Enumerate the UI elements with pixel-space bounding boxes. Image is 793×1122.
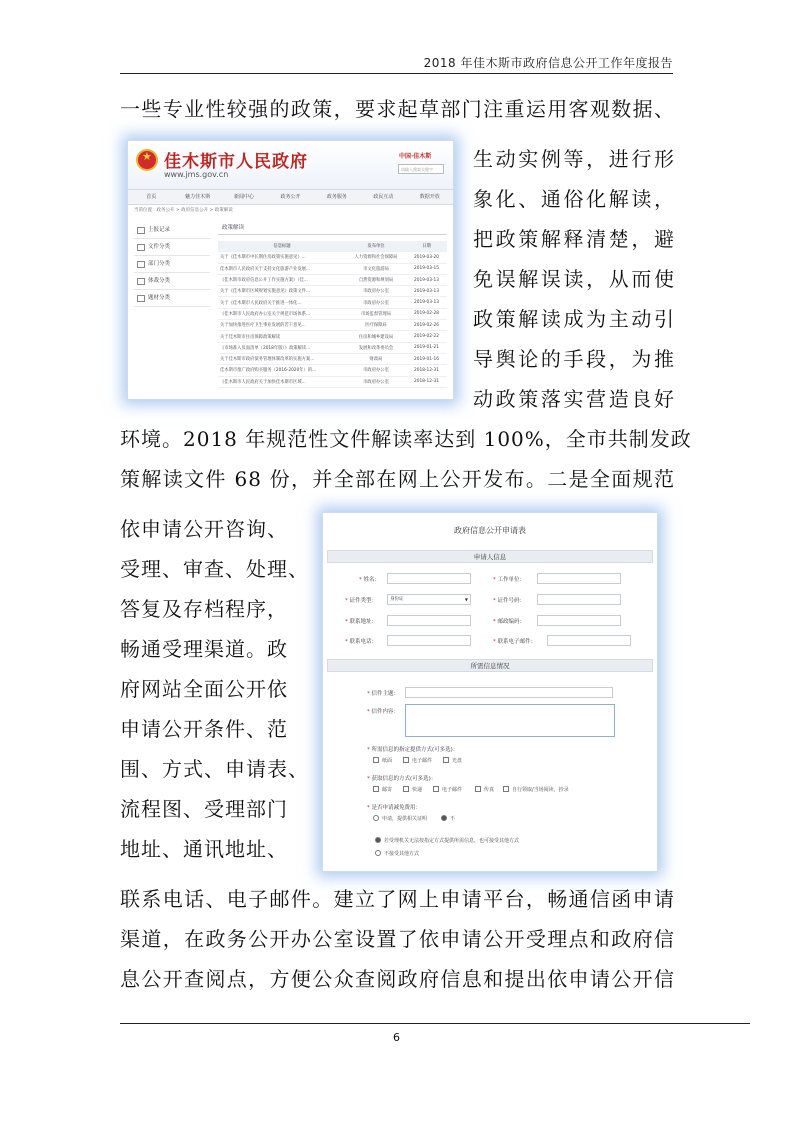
table-row xyxy=(218,297,447,308)
checkbox-email[interactable]: 电子邮件 xyxy=(403,757,432,764)
nav-item[interactable]: 政民互动 xyxy=(373,194,394,200)
name-field[interactable] xyxy=(387,573,471,584)
table-row xyxy=(218,320,447,331)
checkbox-self-pickup[interactable]: 自行领取/当场阅读，抄录 xyxy=(503,786,569,793)
body-line: 依申请公开咨询、 xyxy=(120,517,288,541)
row-title[interactable]: 《市场准入负面清单（2018年版）》政策解读... xyxy=(218,342,346,353)
table-row xyxy=(218,376,447,387)
row-dept: 市场监督管理局 xyxy=(346,308,406,319)
id-type-select[interactable]: 身份证 ▼ xyxy=(387,594,471,605)
section-header-applicant: 申请人信息 xyxy=(327,550,653,563)
column-header: 日期 xyxy=(406,241,447,252)
row-title[interactable]: 佳木斯市人民政府关于支持文化旅游产业发展... xyxy=(218,263,346,274)
email-field[interactable] xyxy=(547,635,631,646)
postcode-label: * 邮政编码： xyxy=(493,619,526,625)
row-dept: 市政府办公室 xyxy=(346,286,406,297)
footer-rule xyxy=(120,1023,750,1024)
row-dept: 医疗保障局 xyxy=(346,320,406,331)
row-date: 2019-03-15 xyxy=(406,263,447,274)
body-line: 受理、审查、处理、 xyxy=(120,557,309,581)
body-line: 把政策解释清楚，避 xyxy=(473,227,675,251)
row-date: 2018-12-31 xyxy=(406,376,447,387)
row-title[interactable]: 关于《佳木斯市人民政府关于推进一体化... xyxy=(218,297,346,308)
body-line: 围、方式、申请表、 xyxy=(120,757,309,781)
row-date: 2019-01-21 xyxy=(406,342,447,353)
site-banner xyxy=(128,141,453,189)
content-textarea[interactable] xyxy=(405,704,615,737)
row-title[interactable]: 关于佳木斯市住房保障政策解读 xyxy=(218,331,346,342)
checkbox-express[interactable]: 快递 xyxy=(403,786,422,793)
radio-fee-no[interactable]: 不 xyxy=(441,815,455,822)
row-dept: 市文化旅游局 xyxy=(346,263,406,274)
phone-label: * 联系电话： xyxy=(345,639,378,645)
id-type-label: * 证件类型： xyxy=(345,598,378,604)
body-line: 申请公开条件、范 xyxy=(120,717,288,741)
provide-method-label: * 所需信息的指定提供方式(可多选)： xyxy=(367,747,459,753)
row-title[interactable]: 关于《佳木斯市中长期住房政策实施意见》... xyxy=(218,252,346,263)
website-screenshot xyxy=(127,140,454,400)
table-row xyxy=(218,342,447,353)
nav-item[interactable]: 政务服务 xyxy=(326,194,347,200)
table-row xyxy=(218,286,447,297)
chevron-down-icon: ▼ xyxy=(464,597,468,602)
column-header: 发布单位 xyxy=(346,241,406,252)
row-title[interactable]: 关于《佳木斯市区域规划实施意见》政策文件... xyxy=(218,286,346,297)
row-title[interactable]: 《佳木斯市政府信息公开工作实施方案》（佳... xyxy=(218,274,346,285)
row-dept: 财政局 xyxy=(346,353,406,364)
workplace-field[interactable] xyxy=(537,573,621,584)
body-line: 动政策落实营造良好 xyxy=(473,387,675,411)
table-row xyxy=(218,331,447,342)
row-title[interactable]: 关于加快推进医疗卫生事业发展的若干意见... xyxy=(218,320,346,331)
row-dept: 市政府办公室 xyxy=(346,365,406,376)
name-label: * 姓名： xyxy=(359,577,381,583)
site-url[interactable]: www.jms.gov.cn xyxy=(164,170,229,179)
body-line: 政策解读成为主动引 xyxy=(473,307,675,331)
row-dept: 市政府办公室 xyxy=(346,297,406,308)
checkbox-post[interactable]: 邮寄 xyxy=(373,786,392,793)
checkbox-obtain-email[interactable]: 电子邮件 xyxy=(433,786,462,793)
table-row xyxy=(218,308,447,319)
site-main xyxy=(218,222,447,388)
workplace-label: * 工作单位： xyxy=(493,577,526,583)
subject-field[interactable] xyxy=(405,687,613,698)
table-row xyxy=(218,263,447,274)
sidebar-item[interactable]: 上报记录 xyxy=(134,222,210,239)
body-line: 息公开查阅点，方便公众查阅政府信息和提出依申请公开信 xyxy=(120,967,675,991)
content-label: * 信件内容： xyxy=(367,709,400,715)
nav-item[interactable]: 政务公开 xyxy=(280,194,301,200)
row-title[interactable]: 《佳木斯市人民政府办公室关于规范市场体系... xyxy=(218,308,346,319)
body-line: 府网站全面公开依 xyxy=(120,677,288,701)
site-search-input[interactable]: 请输入搜索关键字 xyxy=(398,164,444,174)
site-nav xyxy=(128,189,453,205)
email-label: * 联系电子邮件： xyxy=(493,639,537,645)
nav-item[interactable]: 新闻中心 xyxy=(234,194,255,200)
sidebar-item[interactable]: 文件分类 xyxy=(134,239,210,256)
radio-fee-apply[interactable]: 申请，提供相关证明 xyxy=(373,815,427,822)
row-title[interactable]: 《佳木斯市人民政府关于加快佳木斯市区域... xyxy=(218,376,346,387)
checkbox-cd[interactable]: 光盘 xyxy=(443,757,462,764)
body-line: 流程图、受理部门 xyxy=(120,797,288,821)
row-date: 2019-01-16 xyxy=(406,353,447,364)
checkbox-fax[interactable]: 传真 xyxy=(475,786,494,793)
id-number-label: * 证件号码： xyxy=(493,598,526,604)
site-badge: 中国·佳木斯 xyxy=(399,153,432,160)
nav-item[interactable]: 魅力佳木斯 xyxy=(185,194,211,200)
row-dept: 自然资源和规划局 xyxy=(346,274,406,285)
body-line: 生动实例等，进行形 xyxy=(473,147,675,171)
fee-label: * 是否申请减免费用： xyxy=(367,805,422,811)
header-title: 2018 年佳木斯市政府信息公开工作年度报告 xyxy=(423,56,673,70)
body-line: 地址、通讯地址、 xyxy=(120,837,288,861)
national-emblem-icon xyxy=(136,149,158,171)
section-header-info: 所需信息情况 xyxy=(327,659,653,672)
column-header: 信息标题 xyxy=(218,241,346,252)
row-title[interactable]: 关于佳木斯市政府债务管理体制改革的实施方案... xyxy=(218,353,346,364)
checkbox-paper[interactable]: 纸面 xyxy=(373,757,392,764)
id-number-field[interactable] xyxy=(537,594,621,605)
body-line: 渠道，在政务公开办公室设置了依申请公开受理点和政府信 xyxy=(120,927,675,951)
row-dept: 市政府办公室 xyxy=(346,376,406,387)
row-date: 2019-03-13 xyxy=(406,297,447,308)
table-row xyxy=(218,365,447,376)
application-form-screenshot xyxy=(322,512,658,872)
body-line: 免误解误读，从而使 xyxy=(473,267,675,291)
site-sidebar xyxy=(134,222,210,307)
row-date: 2019-03-13 xyxy=(406,274,447,285)
postcode-field[interactable] xyxy=(537,615,621,626)
row-date: 2019-03-20 xyxy=(406,252,447,263)
body-line: 导舆论的手段，为推 xyxy=(473,347,675,371)
radio-accept-other[interactable]: 若受理机关无法按指定方式提供所需信息，也可接受其他方式 xyxy=(375,837,519,844)
header-rule xyxy=(120,73,673,74)
table-row xyxy=(218,274,447,285)
body-line: 环境。2018 年规范性文件解读率达到 100%，全市共制发政 xyxy=(120,427,692,451)
row-dept: 住房和城乡建设局 xyxy=(346,331,406,342)
body-line: 一些专业性较强的政策，要求起草部门注重运用客观数据、 xyxy=(120,97,675,121)
row-dept: 发展和改革委员会 xyxy=(346,342,406,353)
nav-item[interactable]: 数据开放 xyxy=(419,194,440,200)
row-dept: 人力资源和社会保障局 xyxy=(346,252,406,263)
address-label: * 联系地址： xyxy=(345,619,378,625)
breadcrumb: 当前位置：政务公开 > 政府信息公开 > 政策解读 xyxy=(134,208,233,213)
body-line: 畅通受理渠道。政 xyxy=(120,637,288,661)
main-title: 政策解读 xyxy=(218,222,447,235)
body-line: 联系电话、电子邮件。建立了网上申请平台，畅通信函申请 xyxy=(120,887,675,911)
sidebar-item[interactable]: 题材分类 xyxy=(134,290,210,307)
page-number: 6 xyxy=(393,1031,400,1044)
row-date: 2018-12-31 xyxy=(406,365,447,376)
subject-label: * 信件主题： xyxy=(367,691,400,697)
address-field[interactable] xyxy=(387,615,471,626)
body-line: 策解读文件 68 份，并全部在网上公开发布。二是全面规范 xyxy=(120,467,675,491)
obtain-method-label: * 获取信息的方式(可多选)： xyxy=(367,776,437,782)
nav-item[interactable]: 首页 xyxy=(146,194,157,200)
table-header xyxy=(218,241,447,252)
row-date: 2019-02-26 xyxy=(406,320,447,331)
table-row xyxy=(218,252,447,263)
sidebar-item[interactable]: 体裁分类 xyxy=(134,273,210,290)
body-line: 象化、通俗化解读， xyxy=(473,187,675,211)
row-date: 2019-02-28 xyxy=(406,308,447,319)
phone-field[interactable] xyxy=(387,635,471,646)
row-date: 2019-02-22 xyxy=(406,331,447,342)
row-date: 2019-03-13 xyxy=(406,286,447,297)
body-line: 答复及存档程序， xyxy=(120,597,288,621)
form-title: 政府信息公开申请表 xyxy=(454,526,526,535)
row-title[interactable]: 佳木斯市推广政府购买服务（2016-2020年）的... xyxy=(218,365,346,376)
policy-table xyxy=(218,241,447,388)
table-row xyxy=(218,353,447,364)
radio-reject-other[interactable]: 不接受其他方式 xyxy=(375,850,419,857)
sidebar-item[interactable]: 部门分类 xyxy=(134,256,210,273)
site-name: 佳木斯市人民政府 xyxy=(164,152,308,172)
